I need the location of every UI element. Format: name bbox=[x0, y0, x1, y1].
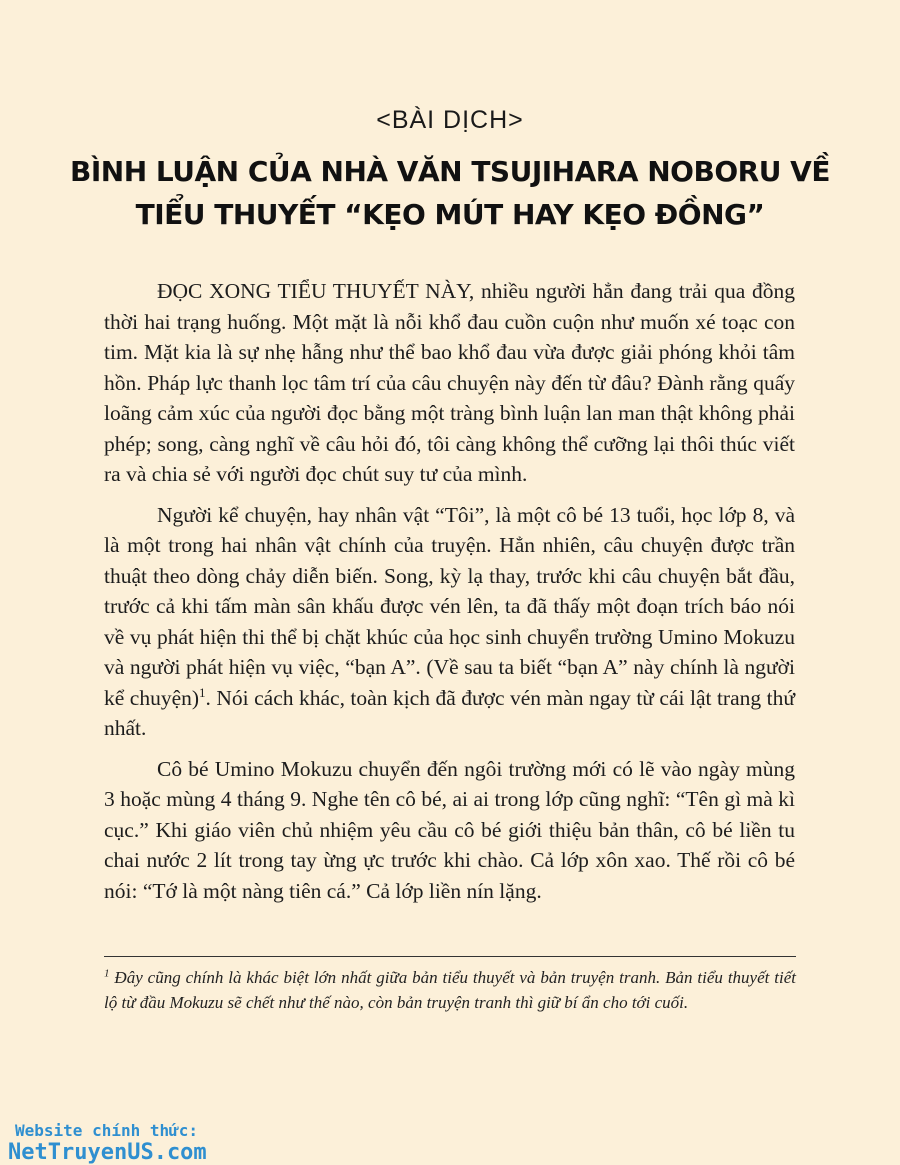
paragraph-1: ĐỌC XONG TIỂU THUYẾT NÀY, nhiều người hẳn đang trải qua đồng thời hai trạng huống. Một mặt là nỗi khổ đau cuồn cuộn như muốn xé toạc con tim. Mặt kia là sự nhẹ hẫng như thể bao khổ đau vừa được giải phóng khỏi tâm hồn. Pháp lực thanh lọc tâm trí của câu chuyện này đến từ đâu? Đành rằng quấy loãng cảm xúc của người đọc bằng một tràng bình luận lan man thật không phải phép; song, càng nghĩ về câu hỏi đó, tôi càng không thể cưỡng lại thôi thúc viết ra và chia sẻ với người đọc chút suy tư của mình. bbox=[104, 279, 795, 486]
watermark-site-link[interactable]: NetTruyenUS.com bbox=[8, 1140, 207, 1165]
paragraph-3: Cô bé Umino Mokuzu chuyển đến ngôi trường mới có lẽ vào ngày mùng 3 hoặc mùng 4 tháng 9. Nghe tên cô bé, ai ai trong lớp cũng nghĩ: “Tên gì mà kì cục.” Khi giáo viên chủ nhiệm yêu cầu cô bé giới thiệu bản thân, cô bé liền tu chai nước 2 lít trong tay ừng ực trước khi chào. Cả lớp xôn xao. Thế rồi cô bé nói: “Tớ là một nàng tiên cá.” Cả lớp liền nín lặng. bbox=[104, 756, 795, 903]
footnote-ref[interactable]: 1 bbox=[199, 684, 206, 700]
paragraph-2 bbox=[104, 500, 795, 744]
footnote-marker: 1 bbox=[104, 967, 110, 980]
section-label: <BÀI DỊCH> bbox=[376, 106, 524, 134]
watermark-label: Website chính thức: bbox=[15, 1121, 199, 1140]
footnote-text: Đây cũng chính là khác biệt lớn nhất giữa bản tiểu thuyết và bản truyện tranh. Bản tiểu thuyết tiết lộ từ đầu Mokuzu sẽ chết như thế nào, còn bản truyện tranh thì giữ bí ẩn cho tới cuối. bbox=[104, 968, 796, 1012]
footnote-divider bbox=[104, 956, 796, 957]
footnote bbox=[104, 966, 796, 1015]
paragraph-2-text: Người kể chuyện, hay nhân vật “Tôi”, là một cô bé 13 tuổi, học lớp 8, và là một trong hai nhân vật chính của truyện. Hẳn nhiên, câu chuyện được trần thuật theo dòng chảy diễn biến. Song, kỳ lạ thay, trước khi câu chuyện bắt đầu, trước cả khi tấm màn sân khấu được vén lên, ta đã thấy một đoạn trích báo nói về vụ phát hiện thi thể bị chặt khúc của học sinh chuyển trường Umino Mokuzu và người phát hiện vụ việc, “bạn A”. (Về sau ta biết “bạn A” này chính là người kể chuyện) bbox=[104, 502, 795, 710]
article-body bbox=[104, 276, 795, 916]
paragraph-2-tail: . Nói cách khác, toàn kịch đã được vén màn ngay từ cái lật trang thứ nhất. bbox=[104, 685, 795, 740]
page-title: BÌNH LUẬN CỦA NHÀ VĂN TSUJIHARA NOBORU VỀ TIỂU THUYẾT “KẸO MÚT HAY KẸO ĐỒNG” bbox=[70, 155, 830, 231]
